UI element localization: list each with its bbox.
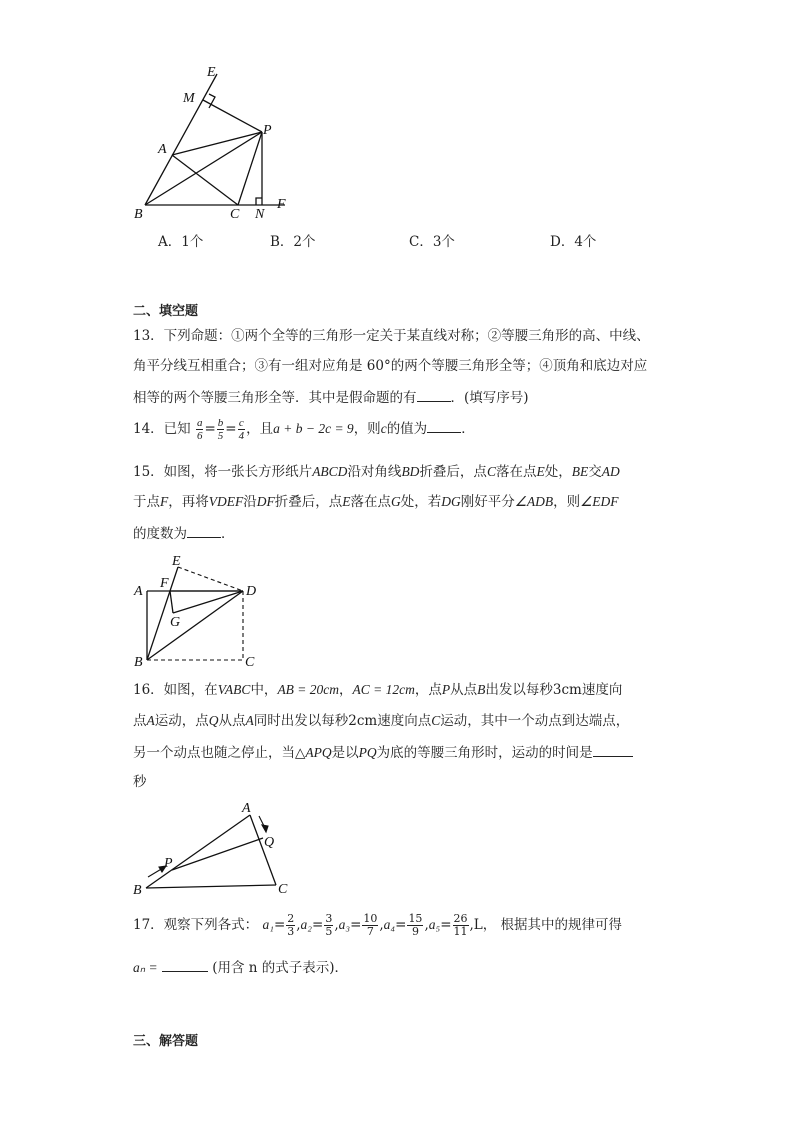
q17-tail: ， 根据其中的规律可得 [482, 917, 623, 933]
line-AC [172, 155, 238, 205]
section-title-answer: 三、解答题 [133, 1034, 199, 1049]
q17-an: aₙ = [133, 960, 158, 975]
section-title-fill-blank: 二、填空题 [133, 304, 199, 319]
q13-line3-end: ．(填写序号) [450, 390, 529, 406]
figure-q16 [128, 798, 288, 898]
line-AP [172, 132, 262, 155]
line-PC [238, 132, 262, 205]
label-F: F [277, 197, 286, 212]
q13-line3-text: 相等的两个等腰三角形全等．其中是假命题的有 [133, 390, 417, 406]
label-P: P [263, 123, 272, 138]
q14-tail2: 的值为 [386, 421, 428, 437]
q12-option-a[interactable]: A．1个 [158, 234, 204, 250]
q15-line2: 于点F，再将VDEF沿DF折叠后，点E落在点G处，若DG刚好平分∠ADB，则∠EDF [133, 494, 619, 510]
q17-prefix: 17．观察下列各式： [133, 917, 259, 933]
arrow-Q-head [262, 825, 268, 832]
q12-option-b[interactable]: B．2个 [270, 234, 316, 250]
q14-line: 14．已知 $\frac{a}{6}$ = $\frac{b}{5}$ = $\frac{c}{4}$ ，且a + b − 2c = 9，则c的值为 ． [133, 417, 475, 442]
label-B: B [134, 207, 143, 222]
line-BC [146, 885, 276, 888]
q17-fraction-5: $\frac{26}{11}$ [453, 912, 468, 938]
q17-answer-blank[interactable] [162, 957, 208, 972]
q14-fraction-b: $\frac{b}{5}$ [217, 417, 224, 442]
line-FG [170, 591, 173, 613]
label-B: B [134, 655, 143, 670]
line-AB [146, 815, 250, 888]
q17-end: (用含 n 的式子表示)． [212, 960, 349, 976]
label-A: A [242, 801, 251, 816]
dashed-ED [178, 567, 243, 591]
q16-answer-blank[interactable] [593, 742, 633, 757]
q17-line2 [133, 957, 348, 978]
q13-line1: 13．下列命题：①两个全等的三角形一定关于某直线对称；②等腰三角形的高、中线、 [133, 328, 650, 344]
q17-line1: 17．观察下列各式： a₁= $\frac{2}{3}$ ,a₂= $\frac{3}{5}$ ,a₃= $\frac{10}{7}$ ,a₄= $\frac{15}{9}$ ,a₅= $\frac{26}{11}$ ,L， 根据其中的规律可得 [133, 912, 623, 938]
q17-fraction-1: $\frac{2}{3}$ [287, 912, 295, 938]
q14-var-c: c [380, 421, 387, 436]
q16-line4: 秒 [133, 774, 147, 790]
line-PQ [172, 838, 263, 870]
q14-end: ． [461, 421, 475, 437]
label-A: A [134, 584, 143, 599]
label-C: C [245, 655, 255, 670]
q14-prefix: 14．已知 [133, 421, 191, 437]
label-C: C [230, 207, 240, 222]
figure-q15 [128, 553, 268, 670]
label-M: M [183, 91, 195, 106]
line-MP [203, 100, 262, 132]
q14-answer-blank[interactable] [427, 418, 461, 433]
q13-answer-blank[interactable] [417, 387, 451, 402]
label-Q: Q [264, 835, 275, 850]
q13-line3 [133, 387, 529, 408]
q15-answer-blank[interactable] [187, 523, 221, 538]
label-P: P [164, 856, 173, 871]
right-angle-N [256, 198, 262, 205]
label-N: N [255, 207, 265, 222]
line-GD [173, 591, 243, 613]
q16-line3: 另一个动点也随之停止，当△APQ是以PQ为底的等腰三角形时，运动的时间是 [133, 742, 633, 763]
figure-q12 [125, 62, 305, 227]
label-B: B [133, 883, 142, 898]
line-BD [147, 591, 243, 660]
label-E: E [172, 554, 181, 569]
q13-line2: 角平分线互相重合；③有一组对应角是 60°的两个等腰三角形全等；④顶角和底边对应 [133, 358, 648, 374]
label-D: D [246, 584, 257, 599]
q17-fraction-4: $\frac{15}{9}$ [408, 912, 423, 938]
label-C: C [278, 882, 288, 897]
q12-option-c[interactable]: C．3个 [409, 234, 455, 250]
q17-fraction-3: $\frac{10}{7}$ [363, 912, 378, 938]
q16-line1: 16．如图，在VABC中，AB = 20cm，AC = 12cm，点P从点B出发以每秒3cm速度向 [133, 682, 623, 698]
label-E: E [207, 65, 216, 80]
q14-condition: a + b − 2c = 9 [273, 421, 354, 436]
q14-fraction-a: $\frac{a}{6}$ [196, 417, 203, 442]
q14-tail1: ，则 [353, 421, 381, 437]
q12-option-d[interactable]: D．4个 [550, 234, 597, 250]
q17-fraction-2: $\frac{3}{5}$ [325, 912, 333, 938]
q14-mid: ，且 [246, 421, 274, 437]
q14-fraction-c: $\frac{c}{4}$ [238, 417, 245, 442]
line-BE [145, 74, 217, 205]
q15-line3: 的度数为 ． [133, 523, 235, 544]
q15-line1: 15．如图，将一张长方形纸片ABCD沿对角线BD折叠后，点C落在点E处，BE交AD [133, 464, 620, 480]
label-F: F [160, 576, 169, 591]
label-G: G [170, 615, 181, 630]
label-A: A [158, 142, 167, 157]
q16-line2: 点A运动，点Q从点A同时出发以每秒2cm速度向点C运动，其中一个动点到达端点， [133, 713, 630, 729]
